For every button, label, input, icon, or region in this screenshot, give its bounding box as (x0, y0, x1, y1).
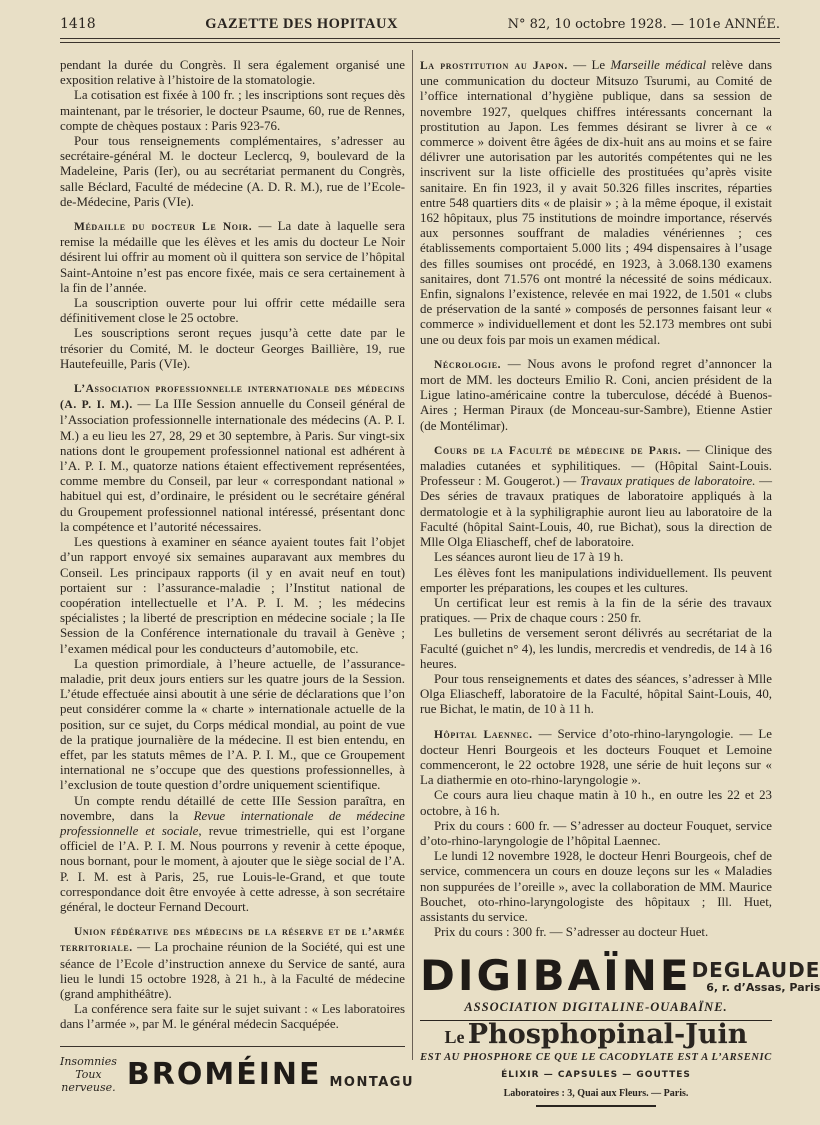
article-text: — Nous avons le profond regret d’annoncer la mort de MM. les docteurs Emilio R. Coni, ancien président de la Ligue latino-américaine contre la tuberculose, décédé à Buenos-Aires ; Herman Piraux (de Monceau-sur-Sambre), Etienne Astier (de Montélimar). (420, 356, 772, 433)
paragraph: Le lundi 12 novembre 1928, le docteur Henri Bourgeois, chef de service, commencera un cours en douze leçons sur les « Maladies non suppurées de l’oreille », avec la collaboration de MM. Maurice Bouchet, oto-rhino-laryngologiste des hôpitaux ; Ill. Huet, assistants du service. (420, 849, 772, 924)
article-text: — Service d’oto-rhino-laryngologie. — Le docteur Henri Bourgeois et les docteurs Fouquet et Lemoine commenceront, le 22 octobre 1928, une série de huit leçons sur « La diathermie en oto-rhino-laryngologie ». (420, 726, 772, 788)
phosphopinal-prefix: Le (444, 1026, 465, 1047)
paragraph: Les bulletins de versement seront délivrés au secrétariat de la Faculté (guichet n° 4), les lundis, mercredis et vendredis, de 14 à 16 heures. (420, 626, 772, 671)
right-column (420, 58, 820, 1107)
journal-reference: Revue internationale de médecine professionnelle et sociale (60, 808, 405, 838)
paragraph: Les questions à examiner en séance ayaient toutes fait l’objet d’un rapport envoyé six semaines auparavant aux membres du Conseil. Les principaux rapports (il y en avait neuf en tout) portaient sur : l’assurance-maladie ; l’Institut national de coopération intellectuelle et l’A. P. I. M. ; les médecins spécialistes ; la liberté de prescription en médecine sociale ; la IIe Session de la Conférence internationale du travail à Genève ; l’examen médical pour les conducteurs d’automobile, etc. (60, 535, 405, 656)
bromeine-advert (60, 1046, 414, 1094)
digibaine-maker: DEGLAUDE (691, 957, 820, 982)
phosphopinal-advert (420, 1018, 772, 1050)
phosphopinal-name: Phosphopinal-Juin (467, 1018, 748, 1050)
digibaine-address: 6, r. d’Assas, Paris (706, 980, 820, 994)
article-text: — La IIIe Session annuelle du Conseil général de l’Association professionnelle internationale des médecins (A. P. I. M.) a eu lieu les 27, 28, 29 et 30 septembre, à Paris. Sur vingt-six nations dont le groupement professionnel national est adhérent à l’A. P. I. M., quatorze nations étaient effectivement représentées, comme membre du Conseil, par leur « correspondant national » habituel qui est, d’ordinaire, le président ou le secrétaire général du Groupement professionnel national intéressé, présentant donc la compétence et l’autorité nécessaires. (60, 397, 405, 534)
journal-reference: Marseille médical (610, 58, 707, 72)
text-run: — Clinique des maladies cutanées et syphilitiques. — (Hôpital Saint-Louis. Professeur : M. Gougerot.) — (420, 442, 772, 489)
article-medaille (60, 219, 405, 296)
article-heading: Hôpital Laennec. (434, 728, 533, 741)
article-text: — La prochaine réunion de la Société, qui est une séance de l’Ecole d’instruction annexe du Service de santé, aura lieu le lundi 15 octobre 1928, à 21 h., à la Faculté de médecine (grand amphithéâtre). (60, 940, 405, 1001)
digibaine-advert (420, 951, 820, 1001)
article-heading: Médaille du docteur Le Noir. (74, 221, 253, 234)
bromeine-indication: Insomnies (60, 1055, 117, 1068)
text-run: — Des séries de travaux pratiques de laboratoire appliqués à la dermatologie et à la syphiligraphie auront lieu au laboratoire de la Faculté (hôpital Saint-Louis, 40, rue Bichat), sous la direction de Mlle Olga Eliascheff, chef de laboratoire. (420, 474, 772, 550)
paragraph: La question primordiale, à l’heure actuelle, de l’assurance-maladie, prit deux jours entiers sur les quatre jours de la Session. L’étude effectuée ainsi aboutit à une série de déclarations que l’on peut considérer comme la « charte » internationale actuelle de la position, sur ce sujet, du Corps médical mondial, au point de vue de la pratique journalière de la médecine. Il est bien entendu, en effet, par les statuts mêmes de l’A. P. I. M., que ce Groupement international ne s’occupe que des questions professionnelles, à l’exclusion de toute question d’ordre uniquement scientifique. (60, 656, 405, 793)
paragraph: Pour tous renseignements complémentaires, s’adresser au secrétaire-général M. le docteur Leclercq, 9, boulevard de la Madeleine, Paris (Ier), ou au secrétariat permanent du Congrès, salle Béclard, Faculté de médecine (A. D. R. M.), rue de l’Ecole-de-Médecine, Paris (VIe). (60, 134, 405, 209)
article-heading: Cours de la Faculté de médecine de Paris. (434, 444, 682, 457)
header-rule-top (60, 38, 780, 39)
paragraph: Les séances auront lieu de 17 à 19 h. (434, 550, 624, 565)
issue-info: N° 82, 10 octobre 1928. — 101e ANNÉE. (507, 16, 780, 32)
text-run: Un compte rendu détaillé de cette IIIe Session paraîtra, en novembre, dans la (60, 793, 405, 823)
digibaine-tagline: ASSOCIATION DIGITALINE-OUABAÏNE. (420, 1000, 772, 1020)
journal-title: GAZETTE DES HOPITAUX (205, 15, 398, 32)
paragraph: Les élèves font les manipulations individuellement. Ils peuvent emporter les préparations, les coupes et les cultures. (420, 565, 772, 595)
page-header (60, 12, 780, 36)
left-column (60, 58, 405, 1033)
text-run: relève dans une communication du docteur Mitsuzo Tsurumi, au Comité de l’office international d’hygiène publique, dans sa session de novembre 1927, quelques chiffres intéressants concernant la prostitution au Japon. Les femmes désirant se livrer à ce « commerce » doivent être âgées de dix-huit ans au moins et se faire délivrer une autorisation par les autorités compétentes qui ne les inscrivent sur la liste officielle des prostituées qu’après visite sanitaire. En fin 1923, il y avait 50.326 filles inscrites, réparties entre 548 quartiers dits « de plaisir » ; à la même époque, il existait 162 hôpitaux, plus 75 institutions de moindre importance, réservés aux personnes souffrant de maladies vénériennes ; ces établissements comportaient 5.000 lits ; 494 dispensaires à l’usage des filles soumises ont procédé, en 1923, à 3.068.130 examens sanitaires, dont 71.576 ont montré la nécessité de soins médicaux. Enfin, signalons l’existence, relevée en mai 1922, de 1.501 « clubs de préservation de la santé » composés de personnes faisant leur « commerce » individuellement et dont les 52.173 membres ont subi une ou deux fois par mois un examen médical. (420, 58, 773, 347)
digibaine-brand: DIGIBAÏNE (420, 951, 692, 1001)
bromeine-brand: BROMÉINE (126, 1057, 322, 1092)
phosphopinal-lab: Laboratoires : 3, Quai aux Fleurs. — Paris. (503, 1088, 689, 1100)
paragraph: La souscription ouverte pour lui offrir cette médaille sera définitivement close le 25 octobre. (60, 296, 405, 326)
paragraph: Les souscriptions seront reçues jusqu’à cette date par le trésorier du Comité, M. le docteur Georges Baillière, 19, rue Hautefeuille, Paris (VIe). (60, 326, 405, 371)
article-text: — La date à laquelle sera remise la médaille que les élèves et les amis du docteur Le Noir désirent lui offrir au moment où il quittera son service de l’hôpital Saint-Antoine n’est pas encore fixée, mais ce sera certainement à la fin de l’année. (60, 219, 405, 295)
article-heading: L’Association professionnelle internationale des médecins (A. P. I. M.). (60, 383, 405, 412)
paragraph: La conférence sera faite sur le sujet suivant : « Les laboratoires dans l’armée », par M. le général médecin Sacquépée. (60, 1002, 405, 1032)
article-apim (60, 381, 405, 535)
paragraph (60, 794, 405, 916)
article-japon (420, 58, 772, 348)
digibaine-maker-block (692, 959, 820, 994)
course-title: Travaux pratiques de laboratoire. (579, 474, 756, 489)
paragraph: Ce cours aura lieu chaque matin à 10 h., en outre les 22 et 23 octobre, à 16 h. (420, 788, 772, 818)
article-heading: Union fédérative des médecins de la réserve et de l’armée territoriale. (60, 926, 405, 955)
paragraph: La cotisation est fixée à 100 fr. ; les inscriptions sont reçues dès maintenant, par le trésorier, le docteur Psaume, 60, rue de Rennes, compte de chèques postaux : Paris 923-76. (60, 88, 405, 133)
header-rule-bottom (60, 42, 780, 43)
article-ufm (60, 924, 405, 1002)
bromeine-indications (60, 1055, 117, 1094)
bromeine-indication: Toux nerveuse. (61, 1068, 116, 1094)
page-number: 1418 (60, 16, 96, 32)
article-heading: La prostitution au Japon. (420, 60, 568, 72)
paragraph: Prix du cours : 600 fr. — S’adresser au docteur Fouquet, service d’oto-rhino-laryngologie de l’hôpital Laennec. (420, 818, 772, 848)
article-necrologie (420, 357, 772, 434)
paragraph: Pour tous renseignements et dates des séances, s’adresser à Mlle Olga Eliascheff, laboratoire de la Faculté, hôpital Saint-Louis, 40, rue Bichat, le matin, de 10 à 11 h. (420, 671, 772, 717)
column-separator (412, 50, 413, 1060)
phosphopinal-tagline: EST AU PHOSPHORE CE QUE LE CACODYLATE EST A L’ARSENIC (420, 1051, 772, 1063)
paragraph: pendant la durée du Congrès. Il sera également organisé une exposition relative à l’histoire de la stomatologie. (60, 58, 405, 88)
article-laennec (420, 727, 772, 789)
paragraph: Prix du cours : 300 fr. — S’adresser au docteur Huet. (434, 925, 709, 940)
article-heading: Nécrologie. (434, 358, 502, 371)
paragraph: Un certificat leur est remis à la fin de la série des travaux pratiques. — Prix de chaque cours : 250 fr. (420, 595, 772, 626)
phosphopinal-forms: ÉLIXIR — CAPSULES — GOUTTES (501, 1069, 691, 1080)
article-cours (420, 443, 772, 550)
text-run: , revue trimestrielle, qui est l’organe officiel de l’A. P. I. M. Nous pourrons y revenir à cette époque, nous bornant, pour le moment, à ajouter que le siège social de l’A. P. I. M. est à Paris, 25, rue Louis-le-Grand, et que toute correspondance doit être envoyée à cette adresse, à son secrétaire général, le docteur Fernand Decourt. (60, 823, 405, 914)
text-run: — Le (567, 58, 611, 72)
ornament-divider (536, 1105, 656, 1107)
bromeine-maker: MONTAGU (329, 1075, 414, 1090)
